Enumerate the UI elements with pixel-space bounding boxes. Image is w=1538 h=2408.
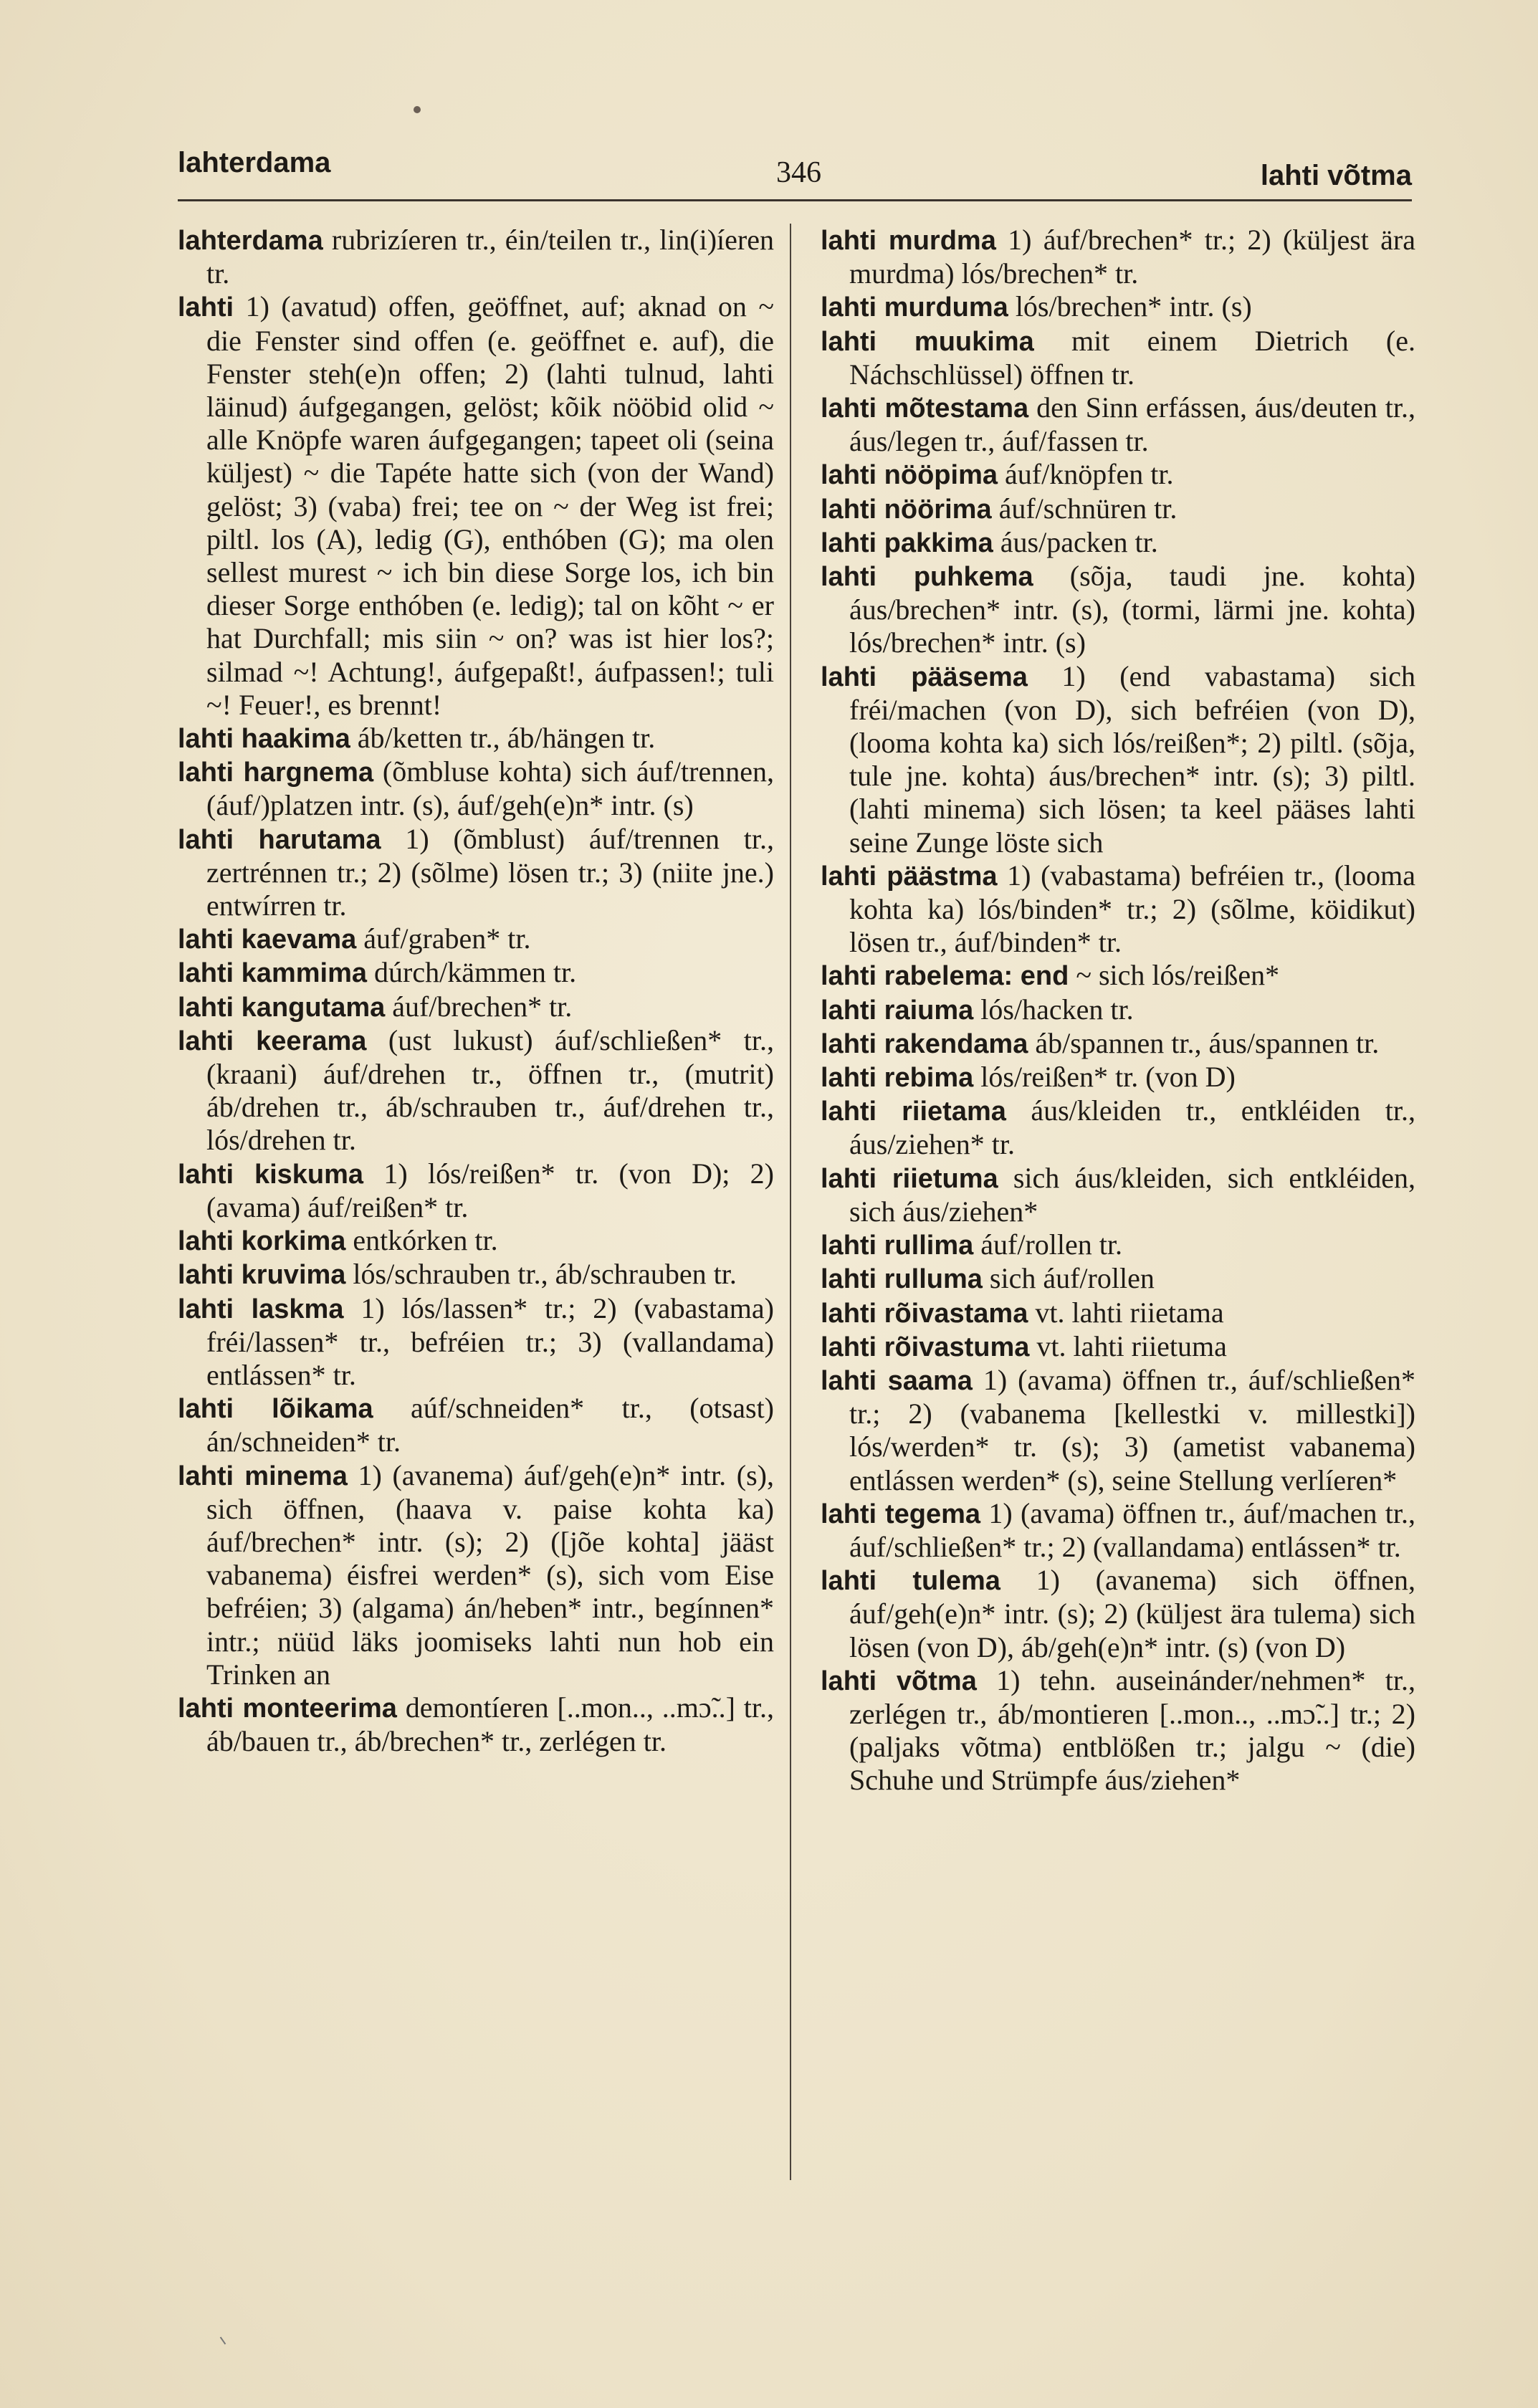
entry-definition: 1) (avatud) offen, geöffnet, auf; aknad on ~ die Fenster sind offen (e. geöffnet e. auf), die Fenster steh(e)n offen; 2) (lahti tulnud, lahti läinud) áufgegangen, gelöst; kõik nööbid olid ~ alle Knöpfe waren áufgegangen; tapeet oli (seina küljest) ~ die Tapéte hatte sich (von der Wand) gelöst; 3) (vaba) frei; tee on ~ der Weg ist frei; piltl. los (A), ledig (G), enthóben (G); ma olen sellest murest ~ ich bin diese Sorge los, ich bin dieser Sorge enthóben (e. ledig); tal on kõht ~ er hat Durchfall; mis siin ~ on? was ist hier los?; silmad ~! Achtung!, áufgepaßt!, áufpassen!; tuli ~! Feuer!, es brennt! xyxy=(206,290,774,721)
entry-headword: lahti rabelema: end xyxy=(821,961,1069,992)
dictionary-entry xyxy=(821,1094,1415,1161)
dictionary-entry xyxy=(821,1061,1415,1094)
entry-headword: lahti rõivastama xyxy=(821,1298,1028,1329)
header-rule xyxy=(178,199,1412,201)
entry-definition: 1) áuf/brechen* tr.; 2) (küljest ära murdma) lós/brechen* tr. xyxy=(849,224,1415,290)
entry-definition: 1) (avanema) áuf/geh(e)n* intr. (s), sich öffnen, (haava v. paise kohta ka) áuf/brechen* intr. (s); 2) ([jõe kohta] jääst vabanema) éisfrei werden* (s), sich vom Eise befréien; 3) (algama) án/heben* intr., begínnen* intr.; nüüd läks joomiseks lahti nun hob ein Trinken an xyxy=(206,1458,774,1691)
page-number: 346 xyxy=(776,156,821,189)
entry-definition: áuf/graben* tr. xyxy=(356,922,531,955)
dictionary-entry xyxy=(821,1564,1415,1664)
entry-headword: lahti saama xyxy=(821,1365,973,1396)
entry-definition: den Sinn erfássen, áus/deuten tr., áus/legen tr., áuf/fassen tr. xyxy=(849,391,1415,458)
entry-headword: lahti muukima xyxy=(821,326,1034,357)
entry-definition: aúf/schneiden* tr., (otsast) án/schneiden* tr. xyxy=(206,1392,774,1458)
dictionary-entry xyxy=(178,1392,774,1458)
entry-headword: lahti rulluma xyxy=(821,1264,983,1295)
dictionary-entry xyxy=(821,290,1415,324)
entry-headword: lahti lõikama xyxy=(178,1394,373,1425)
entry-definition: ~ sich lós/reißen* xyxy=(1069,959,1280,992)
entry-headword: lahti minema xyxy=(178,1461,348,1491)
left-column xyxy=(178,224,774,1758)
entry-definition: dúrch/kämmen tr. xyxy=(367,956,577,989)
entry-headword: lahti nöörima xyxy=(821,494,992,525)
dictionary-entry xyxy=(821,1364,1415,1497)
dictionary-entry xyxy=(821,325,1415,391)
dictionary-entry xyxy=(821,1162,1415,1228)
dictionary-entry xyxy=(821,1262,1415,1296)
entry-headword: lahti hargnema xyxy=(178,758,374,788)
dictionary-entry xyxy=(821,492,1415,526)
entry-definition: 1) (õmblust) áuf/trennen tr., zertrénnen tr.; 2) (sõlme) lösen tr.; 3) (niite jne.) entwírren tr. xyxy=(206,822,774,922)
dictionary-entry xyxy=(178,224,774,290)
entry-headword: lahti korkima xyxy=(178,1226,346,1257)
entry-headword: lahti rullima xyxy=(821,1231,974,1261)
dictionary-entry xyxy=(821,1330,1415,1364)
dictionary-entry xyxy=(821,1027,1415,1061)
column-divider xyxy=(790,224,791,2180)
entry-definition: lós/reißen* tr. (von D) xyxy=(973,1061,1236,1094)
entry-headword: lahti päästma xyxy=(821,861,998,892)
entry-headword: lahti võtma xyxy=(821,1666,977,1696)
entry-headword: lahti raiuma xyxy=(821,995,974,1026)
entry-definition: 1) (avama) öffnen tr., áuf/machen tr., áuf/schließen* tr.; 2) (vallandama) entlássen* tr. xyxy=(849,1496,1416,1563)
entry-headword: lahti harutama xyxy=(178,824,381,855)
entry-headword: lahti kiskuma xyxy=(178,1159,364,1190)
entry-definition: vt. lahti riietama xyxy=(1028,1296,1224,1329)
ink-dot xyxy=(414,106,421,113)
entry-definition: áus/packen tr. xyxy=(993,525,1158,558)
entry-headword: lahti pääsema xyxy=(821,661,1028,692)
header-right-guideword: lahti võtma xyxy=(1260,160,1412,191)
dictionary-entry xyxy=(821,859,1415,960)
entry-definition: vt. lahti riietuma xyxy=(1029,1329,1227,1362)
dictionary-entry xyxy=(821,1296,1415,1330)
dictionary-entry xyxy=(178,956,774,990)
page-header xyxy=(178,147,1412,204)
entry-headword: lahti monteerima xyxy=(178,1693,397,1724)
dictionary-entry xyxy=(821,224,1415,290)
dictionary-entry xyxy=(178,1459,774,1691)
entry-definition: 1) tehn. auseinánder/nehmen* tr., zerlégen tr., áb/montieren [..mon.., ..mɔ̃..] tr.; 2) (paljaks võtma) entblößen tr.; jalgu ~ (die) Schuhe und Strümpfe áus/ziehen* xyxy=(849,1663,1415,1797)
entry-headword: lahti tegema xyxy=(821,1499,981,1529)
entry-headword: lahti xyxy=(178,292,234,323)
entry-headword: lahti mõtestama xyxy=(821,393,1029,424)
dictionary-entry xyxy=(178,990,774,1024)
dictionary-entry xyxy=(821,1664,1415,1797)
entry-definition: lós/brechen* intr. (s) xyxy=(1008,290,1252,323)
dictionary-entry xyxy=(178,823,774,923)
entry-definition: 1) (vabastama) befréien tr., (looma kohta ka) lós/binden* tr.; 2) (sõlme, köidikut) lösen tr., áuf/binden* tr. xyxy=(849,859,1415,959)
entry-headword: lahti riietuma xyxy=(821,1163,998,1194)
dictionary-entry xyxy=(178,1224,774,1258)
entry-definition: lós/hacken tr. xyxy=(973,993,1134,1026)
header-left-guideword: lahterdama xyxy=(178,147,331,178)
entry-headword: lahterdama xyxy=(178,226,323,256)
dictionary-entry xyxy=(178,722,774,755)
entry-headword: lahti kangutama xyxy=(178,992,386,1023)
entry-headword: lahti kaevama xyxy=(178,924,357,955)
dictionary-entry xyxy=(178,290,774,722)
entry-headword: lahti keerama xyxy=(178,1026,367,1056)
right-column xyxy=(821,224,1415,1797)
entry-headword: lahti laskma xyxy=(178,1294,344,1324)
dictionary-entry xyxy=(821,1228,1415,1262)
entry-definition: sich áus/kleiden, sich entkléiden, sich áus/ziehen* xyxy=(849,1161,1415,1228)
entry-headword: lahti rebima xyxy=(821,1063,974,1094)
entry-headword: lahti rõivastuma xyxy=(821,1332,1030,1362)
dictionary-entry xyxy=(821,560,1415,660)
dictionary-entry xyxy=(178,922,774,956)
entry-definition: (ust lukust) áuf/schließen* tr., (kraani) áuf/drehen tr., öffnen tr., (mutrit) áb/drehen tr., áb/schrauben tr., áuf/drehen tr., lós/drehen tr. xyxy=(206,1023,774,1157)
dictionary-entry xyxy=(821,993,1415,1027)
entry-definition: áuf/knöpfen tr. xyxy=(998,458,1174,491)
entry-headword: lahti tulema xyxy=(821,1566,1000,1597)
dictionary-entry xyxy=(821,1497,1415,1564)
entry-definition: 1) lós/lassen* tr.; 2) (vabastama) fréi/lassen* tr., befréien tr.; 3) (vallandama) entlássen* tr. xyxy=(206,1291,774,1391)
entry-definition: lós/schrauben tr., áb/schrauben tr. xyxy=(345,1258,737,1291)
entry-definition: demontíeren [..mon.., ..mɔ̃..] tr., áb/bauen tr., áb/brechen* tr., zerlégen tr. xyxy=(206,1691,774,1758)
entry-definition: 1) lós/reißen* tr. (von D); 2) (avama) áuf/reißen* tr. xyxy=(206,1157,775,1223)
dictionary-entry xyxy=(178,1024,774,1157)
entry-definition: áb/ketten tr., áb/hängen tr. xyxy=(350,722,656,755)
dictionary-entry xyxy=(821,391,1415,458)
paper-mark xyxy=(220,2337,226,2345)
entry-headword: lahti puhkema xyxy=(821,562,1033,593)
entry-definition: mit einem Dietrich (e. Náchschlüssel) öffnen tr. xyxy=(849,324,1416,391)
dictionary-entry xyxy=(178,1292,774,1392)
dictionary-entry xyxy=(178,755,774,822)
entry-headword: lahti pakkima xyxy=(821,527,993,558)
entry-headword: lahti kruvima xyxy=(178,1260,346,1291)
entry-definition: entkórken tr. xyxy=(345,1224,498,1257)
dictionary-entry xyxy=(178,1157,774,1224)
dictionary-entry xyxy=(821,959,1415,993)
entry-definition: áuf/schnüren tr. xyxy=(991,492,1178,525)
entry-definition: 1) (end vabastama) sich fréi/machen (von D), sich befréien (von D), (looma kohta ka) sich lós/reißen*; 2) piltl. (sõja, tule jne. kohta) áus/brechen* intr. (s); 3) piltl. (lahti minema) sich lösen; ta keel pääses lahti seine Zunge löste sich xyxy=(849,659,1415,859)
entry-definition: (sõja, taudi jne. kohta) áus/brechen* intr. (s), (tormi, lärmi jne. kohta) lós/brechen* intr. (s) xyxy=(849,560,1415,659)
dictionary-entry xyxy=(821,526,1415,560)
entry-definition: (õmbluse kohta) sich áuf/trennen, (áuf/)platzen intr. (s), áuf/geh(e)n* intr. (s) xyxy=(206,755,774,822)
entry-definition: rubrizíeren tr., éin/teilen tr., lin(i)íeren tr. xyxy=(206,224,774,290)
entry-definition: áb/spannen tr., áus/spannen tr. xyxy=(1028,1026,1380,1059)
entry-headword: lahti kammima xyxy=(178,958,367,989)
entry-definition: áuf/rollen tr. xyxy=(973,1228,1122,1261)
entry-headword: lahti murduma xyxy=(821,292,1008,323)
dictionary-entry xyxy=(178,1258,774,1291)
entry-definition: 1) (avanema) sich öffnen, áuf/geh(e)n* intr. (s); 2) (küljest ära tulema) sich lösen (von D), áb/geh(e)n* intr. (s) (von D) xyxy=(849,1564,1415,1663)
entry-headword: lahti riietama xyxy=(821,1096,1006,1127)
entry-headword: lahti rakendama xyxy=(821,1028,1028,1059)
entry-definition: sich áuf/rollen xyxy=(982,1262,1155,1295)
dictionary-entry xyxy=(821,458,1415,492)
entry-headword: lahti nööpima xyxy=(821,460,998,491)
dictionary-entry xyxy=(821,660,1415,859)
dictionary-entry xyxy=(178,1691,774,1758)
entry-headword: lahti haakima xyxy=(178,724,350,755)
entry-definition: 1) (avama) öffnen tr., áuf/schließen* tr.; 2) (vabanema [kellestki v. millestki]) lós/werden* tr. (s); 3) (ametist vabanema) entlássen werden* (s), seine Stellung verlíeren* xyxy=(849,1363,1415,1496)
entry-headword: lahti murdma xyxy=(821,226,996,256)
entry-definition: áuf/brechen* tr. xyxy=(385,990,573,1023)
entry-definition: áus/kleiden tr., entkléiden tr., áus/ziehen* tr. xyxy=(849,1094,1415,1161)
